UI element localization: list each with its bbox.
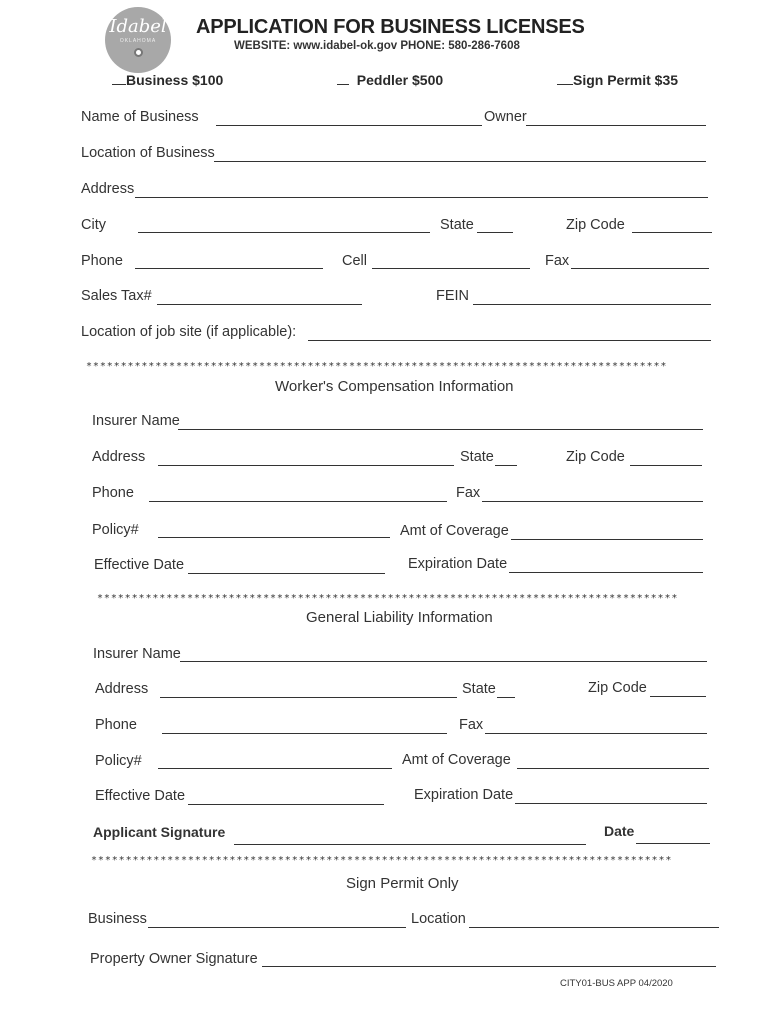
wc-state-label: State (460, 449, 494, 465)
wc-policy-label: Policy# (92, 522, 139, 538)
job-site-label: Location of job site (if applicable): (81, 324, 297, 340)
section-divider: ************************************************************************************ (91, 855, 673, 866)
property-owner-signature-label: Property Owner Signature (90, 951, 258, 967)
gl-policy-field[interactable] (158, 768, 392, 769)
gl-policy-label: Policy# (95, 753, 142, 769)
form-title: APPLICATION FOR BUSINESS LICENSES (196, 16, 585, 38)
wc-phone-field[interactable] (149, 501, 447, 502)
wc-zip-code-label: Zip Code (566, 449, 625, 465)
gl-effective-date-field[interactable] (188, 804, 384, 805)
general-liability-heading: General Liability Information (306, 609, 493, 626)
owner-label: Owner (484, 109, 527, 125)
gl-amt-of-coverage-label: Amt of Coverage (402, 752, 511, 768)
cell-field[interactable] (372, 268, 530, 269)
state-field[interactable] (477, 232, 513, 233)
wc-phone-label: Phone (92, 485, 134, 501)
logo-text: Idabel (109, 15, 167, 37)
sp-business-field[interactable] (148, 927, 406, 928)
address-field[interactable] (135, 197, 708, 198)
sp-location-label: Location (411, 911, 466, 927)
gl-zip-code-label: Zip Code (588, 680, 647, 696)
gl-state-field[interactable] (497, 697, 515, 698)
location-of-business-field[interactable] (214, 161, 706, 162)
wc-insurer-name-label: Insurer Name (92, 413, 180, 429)
signature-date-label: Date (604, 823, 635, 839)
zip-code-field[interactable] (632, 232, 712, 233)
gl-fax-field[interactable] (485, 733, 707, 734)
job-site-field[interactable] (308, 340, 711, 341)
wc-fax-label: Fax (456, 485, 481, 501)
option-peddler[interactable] (337, 72, 443, 88)
phone-field[interactable] (135, 268, 323, 269)
gl-fax-label: Fax (459, 717, 484, 733)
name-of-business-field[interactable] (216, 125, 482, 126)
logo-emblem-icon (134, 48, 143, 57)
gl-expiration-date-label: Expiration Date (414, 787, 514, 803)
wc-address-label: Address (92, 449, 146, 465)
sign-permit-heading: Sign Permit Only (346, 875, 459, 892)
sp-business-label: Business (88, 911, 147, 927)
sp-location-field[interactable] (469, 927, 719, 928)
option-business-label: Business $100 (126, 72, 224, 88)
option-peddler-checkline[interactable] (337, 83, 349, 85)
zip-code-label: Zip Code (566, 217, 625, 233)
address-label: Address (81, 181, 135, 197)
phone-label: Phone (81, 253, 123, 269)
workers-comp-heading: Worker's Compensation Information (275, 378, 514, 395)
cell-label: Cell (342, 253, 367, 269)
wc-address-field[interactable] (158, 465, 454, 466)
fax-label: Fax (545, 253, 570, 269)
location-of-business-label: Location of Business (81, 145, 215, 161)
name-of-business-label: Name of Business (81, 109, 199, 125)
gl-address-field[interactable] (160, 697, 457, 698)
signature-date-field[interactable] (636, 843, 710, 844)
state-label: State (440, 217, 474, 233)
wc-effective-date-field[interactable] (188, 573, 385, 574)
form-subtitle: WEBSITE: www.idabel-ok.gov PHONE: 580-286-7608 (234, 40, 520, 52)
city-field[interactable] (138, 232, 430, 233)
gl-state-label: State (462, 681, 496, 697)
wc-zip-code-field[interactable] (630, 465, 702, 466)
fax-field[interactable] (571, 268, 709, 269)
sales-tax-label: Sales Tax# (81, 288, 152, 304)
option-business[interactable] (112, 72, 223, 88)
gl-insurer-name-field[interactable] (180, 661, 707, 662)
property-owner-signature-field[interactable] (262, 966, 716, 967)
section-divider: ************************************************************************************ (97, 593, 679, 604)
section-divider: ************************************************************************************ (86, 361, 668, 372)
option-business-checkline[interactable] (112, 83, 126, 85)
option-sign-permit[interactable] (557, 72, 678, 88)
gl-phone-label: Phone (95, 717, 137, 733)
gl-zip-code-field[interactable] (650, 696, 706, 697)
gl-insurer-name-label: Insurer Name (93, 646, 181, 662)
gl-amt-of-coverage-field[interactable] (517, 768, 709, 769)
option-sign-permit-label: Sign Permit $35 (573, 72, 679, 88)
city-label: City (81, 217, 106, 233)
fein-field[interactable] (473, 304, 711, 305)
city-logo (105, 7, 171, 73)
wc-amt-of-coverage-field[interactable] (511, 539, 703, 540)
wc-fax-field[interactable] (482, 501, 703, 502)
gl-address-label: Address (95, 681, 149, 697)
form-code: CITY01-BUS APP 04/2020 (560, 978, 673, 989)
option-sign-permit-checkline[interactable] (557, 83, 573, 85)
gl-expiration-date-field[interactable] (515, 803, 707, 804)
wc-insurer-name-field[interactable] (178, 429, 703, 430)
logo-subtext: OKLAHOMA (119, 37, 157, 44)
wc-expiration-date-label: Expiration Date (408, 556, 508, 572)
option-peddler-label: Peddler $500 (356, 72, 444, 88)
applicant-signature-label: Applicant Signature (93, 824, 226, 840)
wc-effective-date-label: Effective Date (94, 557, 185, 573)
applicant-signature-field[interactable] (234, 844, 586, 845)
wc-state-field[interactable] (495, 465, 517, 466)
wc-policy-field[interactable] (158, 537, 390, 538)
gl-effective-date-label: Effective Date (95, 788, 186, 804)
sales-tax-field[interactable] (157, 304, 362, 305)
wc-amt-of-coverage-label: Amt of Coverage (400, 523, 509, 539)
gl-phone-field[interactable] (162, 733, 447, 734)
fein-label: FEIN (436, 288, 470, 304)
wc-expiration-date-field[interactable] (509, 572, 703, 573)
owner-field[interactable] (526, 125, 706, 126)
